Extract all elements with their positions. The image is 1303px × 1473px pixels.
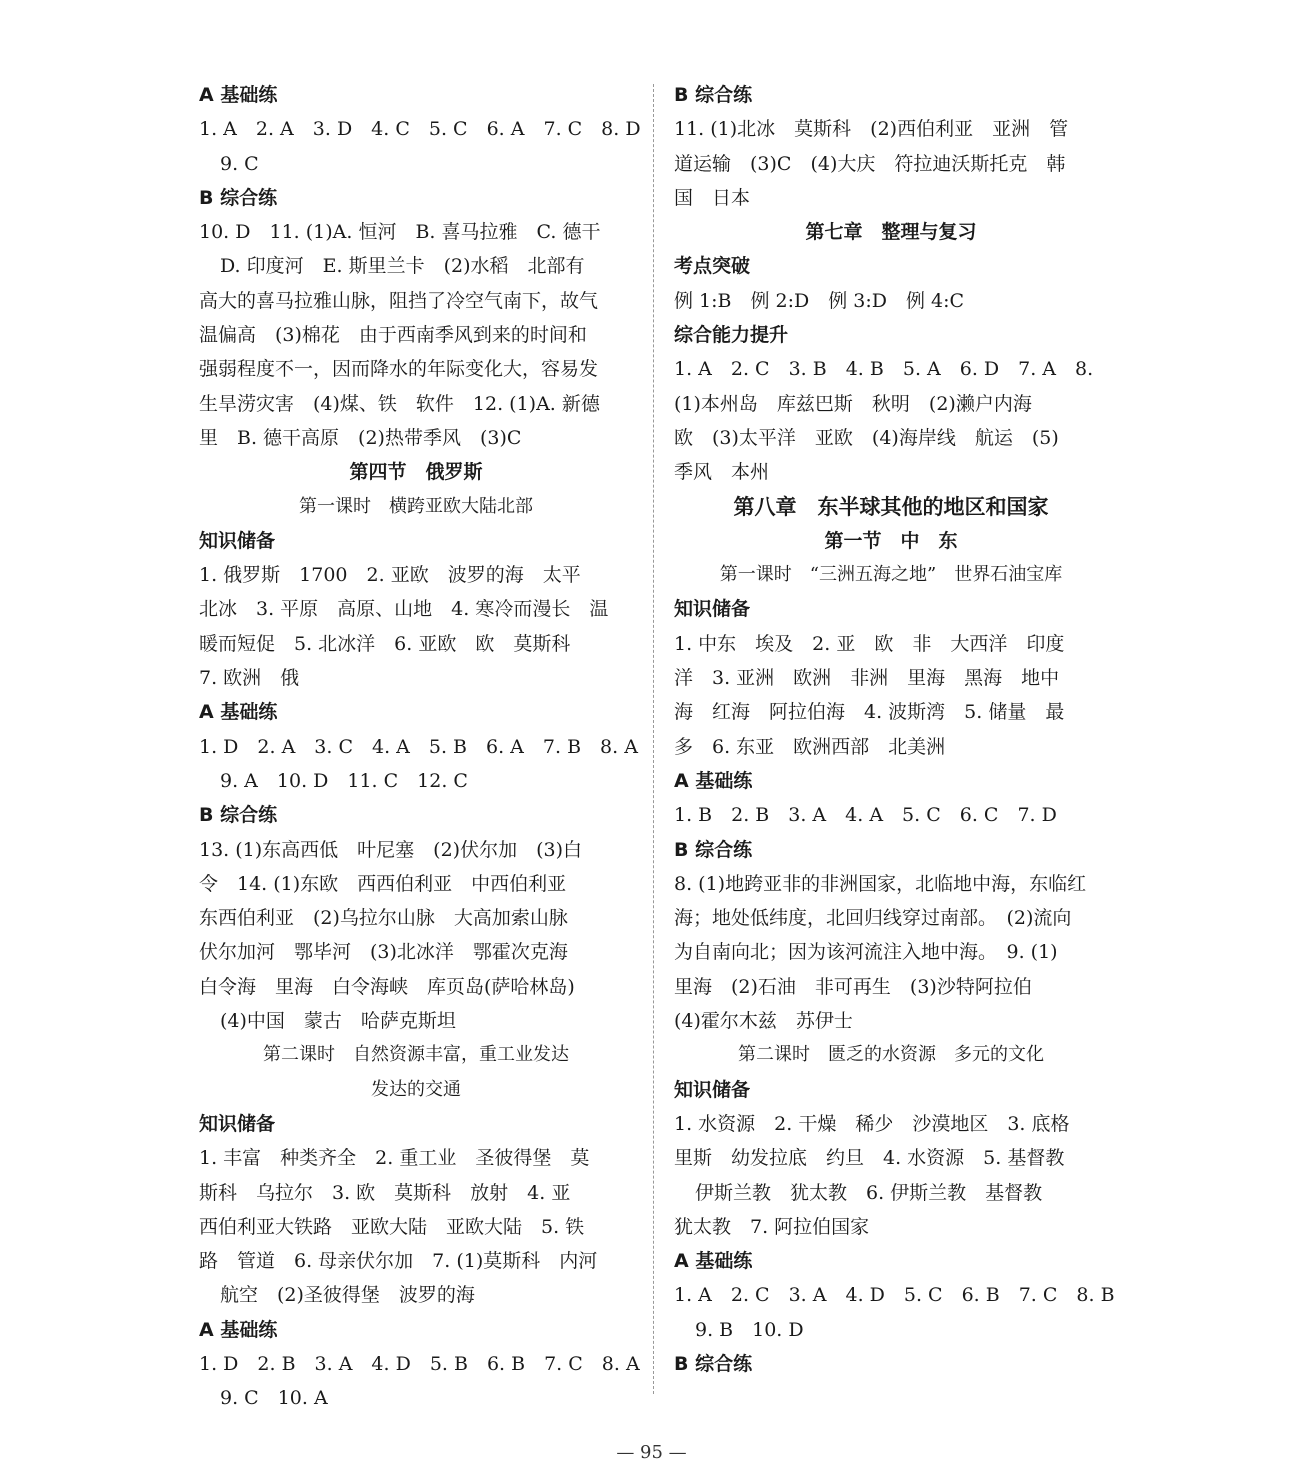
section-heading: B 综合练: [674, 838, 753, 861]
answer-line: 欧 (3)太平洋 亚欧 (4)海岸线 航运 (5): [674, 426, 1059, 449]
lesson-title: 第二课时 自然资源丰富，重工业发达: [263, 1044, 569, 1066]
answer-line: 9. A 10. D 11. C 12. C: [220, 769, 468, 792]
section-heading: A 基础练: [199, 1318, 278, 1341]
answer-line: 里海 (2)石油 非可再生 (3)沙特阿拉伯: [674, 975, 1032, 998]
answer-line: 1. A 2. A 3. D 4. C 5. C 6. A 7. C 8. D: [199, 118, 641, 141]
answer-line: 1. 俄罗斯 1700 2. 亚欧 波罗的海 太平: [199, 564, 581, 587]
answer-line: 多 6. 东亚 欧洲西部 北美洲: [674, 735, 946, 758]
answer-line: 暖而短促 5. 北冰洋 6. 亚欧 欧 莫斯科: [199, 632, 571, 655]
section-heading: B 综合练: [674, 1352, 753, 1375]
answer-line: 1. D 2. B 3. A 4. D 5. B 6. B 7. C 8. A: [199, 1352, 640, 1375]
answer-line: 里 B. 德干高原 (2)热带季风 (3)C: [199, 426, 522, 449]
answer-line: 道运输 (3)C (4)大庆 符拉迪沃斯托克 韩: [674, 152, 1066, 175]
answer-line: 伏尔加河 鄂毕河 (3)北冰洋 鄂霍次克海: [199, 941, 568, 964]
answer-line: 9. B 10. D: [695, 1318, 804, 1341]
answer-line: 西伯利亚大铁路 亚欧大陆 亚欧大陆 5. 铁: [199, 1215, 585, 1238]
section-heading: A 基础练: [674, 1250, 753, 1273]
answer-line: 海；地处低纬度，北回归线穿过南部。 (2)流向: [674, 907, 1072, 930]
section-heading: 知识储备: [199, 529, 276, 552]
chapter-title: 第八章 东半球其他的地区和国家: [733, 494, 1049, 519]
answer-line: 斯科 乌拉尔 3. 欧 莫斯科 放射 4. 亚: [199, 1181, 571, 1204]
left-column: [199, 78, 641, 1416]
answer-line: 航空 (2)圣彼得堡 波罗的海: [220, 1284, 475, 1307]
answer-line: 洋 3. 亚洲 欧洲 非洲 里海 黑海 地中: [674, 667, 1060, 690]
answer-line: 东西伯利亚 (2)乌拉尔山脉 大高加索山脉: [199, 907, 568, 930]
answer-line: 白令海 里海 白令海峡 库页岛(萨哈林岛): [199, 975, 575, 998]
lesson-title: 第一课时 “三洲五海之地” 世界石油宝库: [719, 564, 1063, 586]
section-title: 第七章 整理与复习: [805, 221, 977, 244]
answer-line: 伊斯兰教 犹太教 6. 伊斯兰教 基督教: [695, 1181, 1043, 1204]
answer-line: 1. D 2. A 3. C 4. A 5. B 6. A 7. B 8. A: [199, 735, 638, 758]
answer-line: 1. B 2. B 3. A 4. A 5. C 6. C 7. D: [674, 804, 1057, 827]
right-column: [674, 78, 1115, 1381]
section-heading: 知识储备: [674, 598, 751, 621]
section-title: 第四节 俄罗斯: [349, 461, 483, 484]
lesson-title: 发达的交通: [371, 1078, 461, 1100]
answer-line: 犹太教 7. 阿拉伯国家: [674, 1215, 870, 1238]
answer-line: 7. 欧洲 俄: [199, 667, 300, 690]
section-heading: A 基础练: [199, 84, 278, 106]
answer-line: 北冰 3. 平原 高原、山地 4. 寒冷而漫长 温: [199, 598, 609, 621]
answer-line: 季风 本州: [674, 461, 770, 484]
answer-line: 1. 中东 埃及 2. 亚 欧 非 大西洋 印度: [674, 632, 1065, 655]
answer-line: 1. A 2. C 3. B 4. B 5. A 6. D 7. A 8.: [674, 358, 1094, 381]
answer-line: D. 印度河 E. 斯里兰卡 (2)水稻 北部有: [220, 255, 585, 278]
answer-line: 1. 水资源 2. 干燥 稀少 沙漠地区 3. 底格: [674, 1112, 1070, 1135]
answer-line: 路 管道 6. 母亲伏尔加 7. (1)莫斯科 内河: [199, 1250, 598, 1273]
answer-line: (1)本州岛 库兹巴斯 秋明 (2)濑户内海: [674, 392, 1032, 415]
page-number: — 95 —: [616, 1442, 687, 1463]
answer-line: 9. C: [220, 152, 259, 175]
answer-line: 例 1:B 例 2:D 例 3:D 例 4:C: [674, 289, 965, 312]
section-heading: A 基础练: [199, 701, 278, 724]
section-heading: 考点突破: [674, 255, 751, 278]
answer-line: 国 日本: [674, 186, 751, 209]
answer-line: 里斯 幼发拉底 约旦 4. 水资源 5. 基督教: [674, 1147, 1065, 1170]
answer-line: 11. (1)北冰 莫斯科 (2)西伯利亚 亚洲 管: [674, 118, 1069, 141]
answer-line: 为自南向北；因为该河流注入地中海。 9. (1): [674, 941, 1058, 964]
answer-line: 10. D 11. (1)A. 恒河 B. 喜马拉雅 C. 德干: [199, 221, 601, 244]
answer-line: 13. (1)东高西低 叶尼塞 (2)伏尔加 (3)白: [199, 838, 582, 861]
lesson-title: 第一课时 横跨亚欧大陆北部: [299, 495, 533, 517]
answer-line: 1. A 2. C 3. A 4. D 5. C 6. B 7. C 8. B: [674, 1284, 1115, 1307]
answer-line: 海 红海 阿拉伯海 4. 波斯湾 5. 储量 最: [674, 701, 1065, 724]
section-heading: 综合能力提升: [674, 324, 789, 347]
section-title: 第一节 中 东: [824, 529, 958, 552]
section-heading: B 综合练: [199, 186, 278, 209]
section-heading: B 综合练: [674, 84, 753, 106]
column-divider: [653, 84, 654, 1394]
answer-line: 强弱程度不一，因而降水的年际变化大，容易发: [199, 358, 599, 381]
answer-line: (4)中国 蒙古 哈萨克斯坦: [220, 1010, 456, 1033]
answer-line: (4)霍尔木兹 苏伊士: [674, 1010, 853, 1033]
answer-line: 令 14. (1)东欧 西西伯利亚 中西伯利亚: [199, 872, 567, 895]
answer-line: 温偏高 (3)棉花 由于西南季风到来的时间和: [199, 324, 587, 347]
section-heading: 知识储备: [674, 1078, 751, 1101]
answer-line: 9. C 10. A: [220, 1387, 328, 1410]
answer-line: 高大的喜马拉雅山脉，阻挡了冷空气南下，故气: [199, 289, 599, 312]
answer-line: 生旱涝灾害 (4)煤、铁 软件 12. (1)A. 新德: [199, 392, 600, 415]
lesson-title: 第二课时 匮乏的水资源 多元的文化: [738, 1044, 1044, 1066]
section-heading: A 基础练: [674, 769, 753, 792]
section-heading: 知识储备: [199, 1112, 276, 1135]
answer-line: 8. (1)地跨亚非的非洲国家，北临地中海，东临红: [674, 872, 1087, 895]
section-heading: B 综合练: [199, 804, 278, 827]
answer-line: 1. 丰富 种类齐全 2. 重工业 圣彼得堡 莫: [199, 1147, 590, 1170]
